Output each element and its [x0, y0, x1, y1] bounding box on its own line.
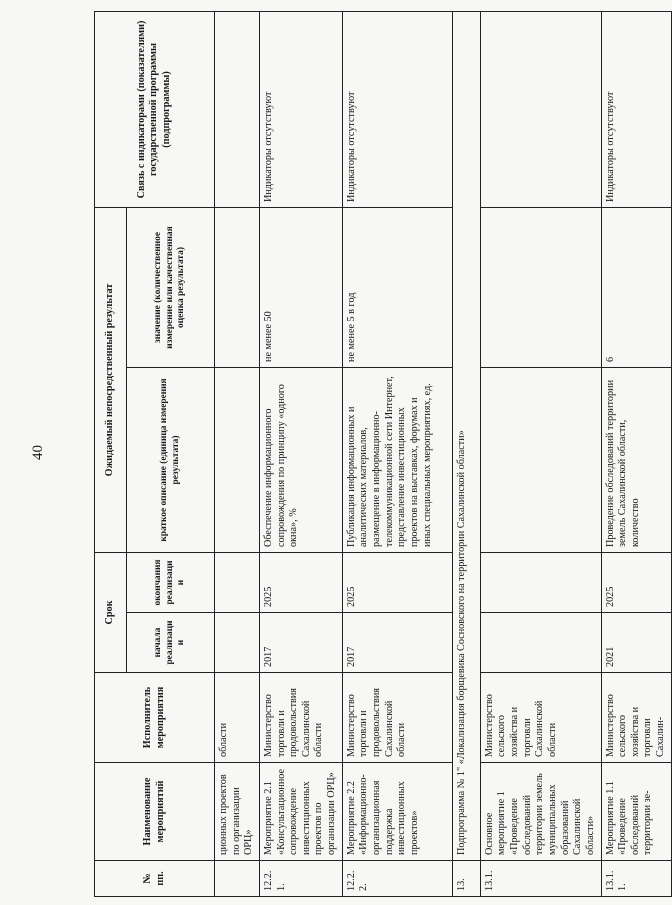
cell-end [480, 553, 601, 613]
cell-result-desc [215, 368, 260, 553]
cell-link [480, 12, 601, 208]
cell-name: Мероприятие 1.1 «Проведение обследований территории зе- [601, 763, 671, 861]
cell-link [215, 12, 260, 208]
page-number: 40 [30, 445, 46, 460]
col-header-no: № пп. [95, 861, 215, 897]
cell-result-value [480, 208, 601, 368]
cell-result-value: не менее 5 в год [342, 208, 452, 368]
cell-start [215, 613, 260, 673]
cell-no: 12.2.1. [259, 861, 342, 897]
table-row [480, 12, 601, 897]
cell-result-value [215, 208, 260, 368]
cell-start [480, 613, 601, 673]
cell-result-desc: Публикация информационных и аналитических материалов, размещение в информационно-телекоммуникационной сети Интернет, представление инвестиционных проектов на выставках, форумах и иных специальных мероприятиях, ед. [342, 368, 452, 553]
cell-executor: Министерство сельского хозяйства и торговли Сахалинской области [480, 673, 601, 763]
cell-no: 13. [452, 861, 480, 897]
header-row [95, 12, 127, 897]
cell-end [215, 553, 260, 613]
col-header-result-desc: краткое описание (единица измерения результата) [127, 368, 215, 553]
cell-no: 13.1. [480, 861, 601, 897]
cell-start: 2021 [601, 613, 671, 673]
subprogram-title: Подпрограмма № 1" «Локализация борщевика Сосновского на территории Сахалинской области» [452, 12, 480, 861]
col-header-start: начала реализации [127, 613, 215, 673]
table-row [215, 12, 260, 897]
col-header-name: Наименование мероприятий [95, 763, 215, 861]
cell-no: 12.2.2. [342, 861, 452, 897]
table-row [342, 12, 452, 897]
col-header-expected-result: Ожидаемый непосредственный результат [95, 208, 127, 553]
cell-name: Мероприятие 2.2 «Информационно-организационная поддержка инвестиционных проектов» [342, 763, 452, 861]
cell-start: 2017 [342, 613, 452, 673]
cell-no: 13.1.1. [601, 861, 671, 897]
col-header-result-value: значение (количественное измерение или качественная оценка результата) [127, 208, 215, 368]
cell-start: 2017 [259, 613, 342, 673]
table-row [259, 12, 342, 897]
cell-result-desc: Проведение обследований территории земель Сахалинской области, количество [601, 368, 671, 553]
cell-result-value: не менее 50 [259, 208, 342, 368]
table-row [601, 12, 671, 897]
cell-no [215, 861, 260, 897]
cell-result-desc: Обеспечение информационного сопровождения по принципу «одного окна», % [259, 368, 342, 553]
cell-executor: области [215, 673, 260, 763]
cell-link: Индикаторы отсутствуют [259, 12, 342, 208]
cell-executor: Министерство торговли и продовольствия Сахалинской области [342, 673, 452, 763]
cell-end: 2025 [259, 553, 342, 613]
cell-result-desc [480, 368, 601, 553]
col-header-end: окончания реализации [127, 553, 215, 613]
col-header-period: Срок [95, 553, 127, 673]
col-header-link: Связь с индикаторами (показателями) государственной программы (подпрограммы) [95, 12, 215, 208]
cell-link: Индикаторы отсутствуют [601, 12, 671, 208]
subprogram-row [452, 12, 480, 897]
cell-link: Индикаторы отсутствуют [342, 12, 452, 208]
cell-end: 2025 [342, 553, 452, 613]
cell-name: ционных проектов по организации ОРЦ» [215, 763, 260, 861]
cell-end: 2025 [601, 553, 671, 613]
cell-executor: Министерство сельского хозяйства и торговли Сахалин- [601, 673, 671, 763]
program-measures-table [94, 11, 672, 897]
col-header-executor: Исполнитель мероприятия [95, 673, 215, 763]
cell-result-value: 6 [601, 208, 671, 368]
cell-name: Мероприятие 2.1 «Консультационное сопровождение инвестиционных проектов по организации ОРЦ» [259, 763, 342, 861]
cell-name: Основное мероприятие 1 «Проведение обследований территории земель муниципальных образований Сахалинской области» [480, 763, 601, 861]
cell-executor: Министерство торговли и продовольствия Сахалинской области [259, 673, 342, 763]
